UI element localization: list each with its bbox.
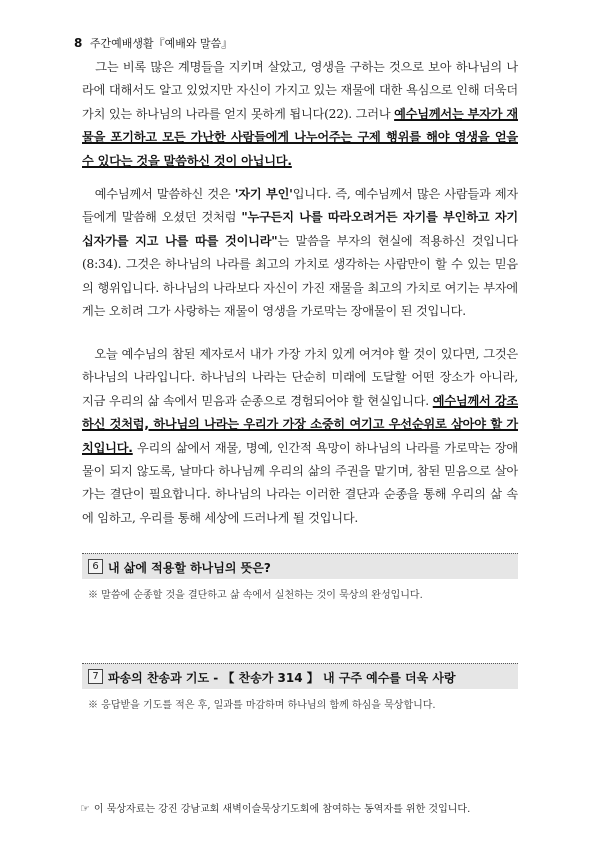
- section-6-title: 내 삶에 적용할 하나님의 뜻은?: [108, 561, 271, 575]
- paragraph-3: [82, 343, 518, 530]
- section-7-header: [82, 663, 518, 689]
- section-7-note: ※ 응답받을 기도를 적은 후, 일과를 마감하며 하나님의 함께 하심을 묵상합니다.: [88, 700, 436, 711]
- footer-text: 이 묵상자료는 강진 강남교회 새벽이슬묵상기도회에 참여하는 동역자를 위한 것입니다.: [93, 804, 471, 815]
- paragraph-1-text: 그는 비록 많은 계명들을 지키며 살았고, 영생을 구하는 것으로 보아 하나님의 나라에 대해서도 알고 있었지만 자신이 가지고 있는 재물에 대한 욕심으로 인해 더욱더 가치 있는 하나님의 나라를 얻지 못하게 됩니다(22). 그러나: [82, 60, 518, 121]
- section-6-number: 6: [88, 559, 103, 574]
- paragraph-2: [82, 183, 518, 323]
- paragraph-2-text-a: 예수님께서 말씀하신 것은: [94, 187, 235, 201]
- section-7-number: 7: [88, 669, 103, 684]
- paragraph-2-emphasis-b: "누구든지 나를 따라오려거든 자기를 부인하고 자기 십자가를 지고 나를 따를 것이니라": [82, 210, 518, 248]
- paragraph-2-text-b: 입니다. 즉, 예수님께서 많은 사람들과 제자들에게 말씀해 오셨던 것처럼: [82, 187, 518, 225]
- page-number: 8: [74, 36, 83, 50]
- paragraph-1-emphasis: 예수님께서는 부자가 재물을 포기하고 모든 가난한 사람들에게 나누어주는 구제 행위를 해야 영생을 얻을 수 있다는 것을 말씀하신 것이 아닙니다.: [82, 106, 518, 168]
- page-header-title: 주간예배생활『예배와 말씀』: [89, 37, 233, 50]
- paragraph-3-text-b: 우리의 삶에서 재물, 명예, 인간적 욕망이 하나님의 나라를 가로막는 장애물이 되지 않도록, 날마다 하나님께 우리의 삶의 주권을 맡기며, 참된 믿음으로 살아가는 결단이 필요합니다. 하나님의 나라는 이러한 결단과 순종을 통해 우리의 삶 속에 임하고, 우리를 통해 세상에 드러나게 될 것입니다.: [82, 440, 518, 525]
- section-7-title: 파송의 찬송과 기도 - 【 찬송가 314 】 내 구주 예수를 더욱 사랑: [108, 671, 456, 685]
- page-header: [74, 35, 232, 51]
- pointing-hand-icon: ☞: [80, 802, 90, 815]
- paragraph-1: [82, 56, 518, 173]
- footer: [80, 800, 470, 815]
- paragraph-3-text-a: 오늘 예수님의 참된 제자로서 내가 가장 가치 있게 여겨야 할 것이 있다면, 그것은 하나님의 나라입니다. 하나님의 나라는 단순히 미래에 도달할 어떤 장소가 아니라, 지금 우리의 삶 속에서 믿음과 순종으로 경험되어야 할 현실입니다.: [82, 347, 518, 408]
- paragraph-3-emphasis: 예수님께서 강조하신 것처럼, 하나님의 나라는 우리가 가장 소중히 여기고 우선순위로 삼아야 할 가치입니다.: [82, 393, 518, 455]
- paragraph-2-emphasis-a: '자기 부인': [234, 187, 293, 201]
- section-6-note: ※ 말씀에 순종할 것을 결단하고 삶 속에서 실천하는 것이 묵상의 완성입니다.: [88, 590, 423, 601]
- paragraph-2-text-c: 는 말씀을 부자의 현실에 적용하신 것입니다(8:34). 그것은 하나님의 나라를 최고의 가치로 생각하는 사람만이 할 수 있는 믿음의 행위입니다. 하나님의 나라보다 자신이 가진 재물을 최고의 가치로 여기는 부자에게는 오히려 그가 사랑하는 재물이 영생을 가로막는 장애물이 된 것입니다.: [82, 233, 518, 319]
- section-6-header: [82, 553, 518, 579]
